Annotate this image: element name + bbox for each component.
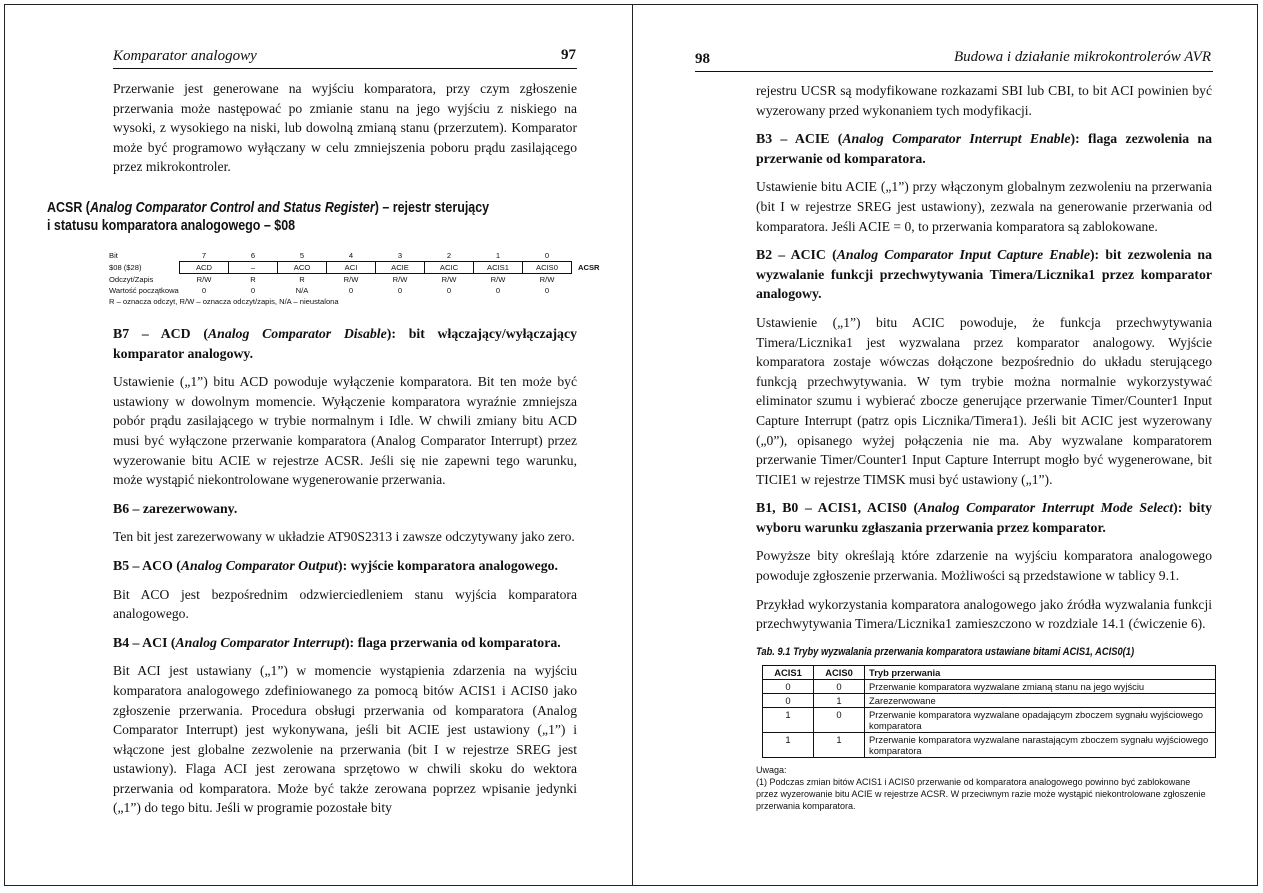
b4-heading: B4 – ACI (Analog Comparator Interrupt): flaga przerwania od komparatora. [113,634,561,650]
header-rule [113,68,577,69]
register-initial-row: Wartość początkowa 0 0 N/A 0 0 0 0 0 [109,286,550,295]
register-bit-names-row: $08 ($28) ACD – ACO ACI ACIE ACIC ACIS1 ACIS0 ACSR [109,263,600,272]
header-rule [695,71,1213,72]
b1b0-text2: Przykład wykorzystania komparatora analogowego jako źródła wyzwalania funkcji przechwytywania Timera/Licznika1 zamieszczono w rozdziale 14.1 (ćwiczenie 6). [756,596,1212,632]
b6-heading: B6 – zarezerwowany. [113,500,238,516]
note-text: (1) Podczas zmian bitów ACIS1 i ACIS0 przerwanie od komparatora analogowego powinno być zablokowane przez wyzerowanie bitu ACIE w rejestrze ACSR. W przeciwnym razie może wystąpić niekontrolowane zgłoszenie przerwania komparatora. [756,776,1206,811]
b3-heading: B3 – ACIE (Analog Comparator Interrupt Enable): flaga zezwolenia na przerwanie od komparatora. [756,131,1213,166]
left-page [4,4,632,886]
table-note [756,764,1212,812]
page-number: 98 [695,51,710,67]
register-bit-numbers-row: Bit 7 6 5 4 3 2 1 0 [109,251,550,261]
intro-paragraph: Przerwanie jest generowane na wyjściu komparatora, przy czym zgłoszenie przerwania może następować po zmianie stanu na jego wyjściu z niskiego na wysoki, z wysokiego na niski, lub dowolną zmianą stanu (przerzutem). Komparator może być programowo wyłączany w celu zmniejszenia poboru prądu zasilającego przez mikrokontroler. [113,81,577,175]
register-access-row: Odczyt/Zapis R/W R R R/W R/W R/W R/W R/W [109,274,555,284]
b2-text: Ustawienie („1”) bitu ACIC powoduje, że funkcja przechwytywania Timera/Licznika1 jest wyzwalana przez komparator analogowy. Wyjście komparatora zostaje wówczas dołączone bezpośrednio do układu sterującego funkcją przechwytywania. W tym trybie można normalnie wykorzystywać eliminator szumu i wybierać zbocze generujące przerwanie Timer/Counter1 Input Capture Interrupt (patrz opis Licznika/Timera1). Jeśli bit ACIC jest wyzerowany („0”), opisanego wyżej połączenia nie ma. Aby wyzwalane komparatorem przerwanie Timer/Counter1 Input Capture Interrupt mogło być wygenerowane, bit TICIE1 w rejestrze TIMSK musi być ustawiony („1”). [756,314,1212,487]
b7-text: Ustawienie („1”) bitu ACD powoduje wyłączenie komparatora. Bit ten może być ustawiony w dowolnym momencie. Wyłączenie komparatora wyraźnie zmniejsza pobór prądu zasilającego w trybie normalnym i Idle. W chwili zmiany bitu ACD musi być wyłączone przerwanie komparatora (Analog Comparator Interrupt) przez wyzerowanie bitu ACIE w rejestrze ACSR. Jeśli się nie zapewni tego warunku, może wystąpić niekontrolowane wygenerowanie przerwania. [113,374,577,488]
b1b0-heading: B1, B0 – ACIS1, ACIS0 (Analog Comparator Interrupt Mode Select): bity wyboru warunku zgłaszania przerwania przez komparator. [756,500,1212,535]
running-head: Komparator analogowy [113,48,257,64]
section-title: ACSR (Analog Comparator Control and Status Register) – rejestr sterujący i statusu komparatora analogowego – $08 [47,200,490,234]
continuation-text: rejestru UCSR są modyfikowane rozkazami SBI lub CBI, to bit ACI powinien być wyzerowany przed wykonaniem tych modyfikacji. [756,83,1212,118]
interrupt-mode-table [762,665,1216,758]
b6-text: Ten bit jest zarezerwowany w układzie AT90S2313 i zawsze odczytywany jako zero. [113,529,575,545]
section-title-italic: Analog Comparator Control and Status Register [89,200,375,216]
bit-acis1: ACIS1 [474,262,523,274]
table-caption: Tab. 9.1 Tryby wyzwalania przerwania komparatora ustawiane bitami ACIS1, ACIS0(1) [756,645,1135,658]
right-page [632,4,1258,886]
note-label: Uwaga: [756,764,787,775]
b1b0-text1: Powyższe bity określają które zdarzenie na wyjściu komparatora analogowego powoduje zgłoszenie przerwania. Możliwości są przedstawione w tablicy 9.1. [756,548,1212,584]
right-body [756,81,1212,812]
register-name: ACSR [578,263,600,272]
bit-acie: ACIE [376,262,425,274]
bit-acd: ACD [180,262,229,274]
register-diagram [109,250,609,306]
table-row: 1 1 Przerwanie komparatora wyzwalane narastającym zboczem sygnału wyjściowego komparatora [763,732,1216,757]
b3-text: Ustawienie bitu ACIE („1”) przy włączonym globalnym zezwoleniu na przerwania (bit I w rejestrze SREG jest ustawiony), zezwala na generowanie przerwania od komparatora. Jeśli ACIE = 0, to przerwania komparatora są zablokowane. [756,179,1212,234]
b5-heading: B5 – ACO (Analog Comparator Output): wyjście komparatora analogowego. [113,557,558,573]
table-header-row: ACIS1 ACIS0 Tryb przerwania [763,665,1216,679]
bit-acis0: ACIS0 [523,262,572,274]
b5-text: Bit ACO jest bezpośrednim odzwierciedleniem stanu wyjścia komparatora analogowego. [113,586,577,622]
table-row: 0 0 Przerwanie komparatora wyzwalane zmianą stanu na jego wyjściu [763,679,1216,693]
b7-heading: B7 – ACD (Analog Comparator Disable): bit włączający/wyłączający komparator analogowy. [113,326,577,361]
bit-aci: ACI [327,262,376,274]
table-row: 0 1 Zarezerwowane [763,693,1216,707]
section-title-line2: i statusu komparatora analogowego – $08 [47,218,296,234]
b2-heading: B2 – ACIC (Analog Comparator Input Capture Enable): bit zezwolenia na wyzwalanie funkcji przechwytywania Timera/Licznika1 przez komparator analogowy. [756,247,1212,302]
bit-reserved: – [229,262,278,274]
running-head: Budowa i działanie mikrokontrolerów AVR [953,49,1211,65]
left-body [113,324,577,827]
register-legend: R – oznacza odczyt, R/W – oznacza odczyt/zapis, N/A – nieustalona [109,297,339,306]
b4-text: Bit ACI jest ustawiany („1”) w momencie wystąpienia zdarzenia na wyjściu komparatora analogowego zdefiniowanego za pomocą bitów ACIS1 i ACIS0 jako zgłoszenie przerwania. Procedura obsługi przerwania od komparatora (Analog Comparator Interrupt) jest wykonywana, jeśli bit ACIE jest ustawiony („1”) i włączone jest globalne zezwolenie na przerwania (bit I w rejestrze SREG jest ustawiony). Flaga ACI jest zerowana sprzętowo w chwili skoku do wektora przerwania od komparatora. Może być także zerowana poprzez wpisanie jedynki („1”) do tego bitu. Jeśli w programie pozostałe bity [113,663,577,816]
intro-block [113,79,577,186]
section-heading [47,199,607,243]
page-number: 97 [561,47,576,63]
table-row: 1 0 Przerwanie komparatora wyzwalane opadającym zboczem sygnału wyjściowego komparatora [763,707,1216,732]
bit-aco: ACO [278,262,327,274]
bit-acic: ACIC [425,262,474,274]
